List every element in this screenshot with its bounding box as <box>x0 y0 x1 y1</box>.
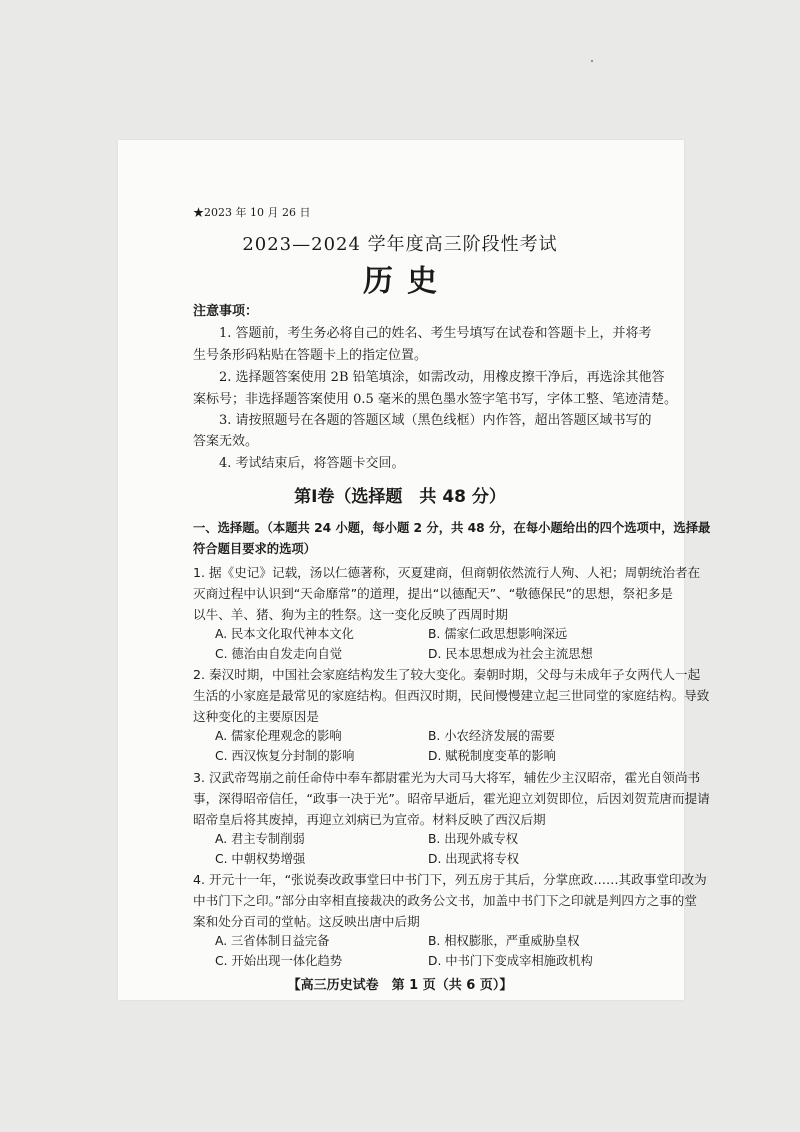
option-a: A. 民本文化取代神本文化 <box>215 627 354 641</box>
part-intro-line: 符合题目要求的选项） <box>193 542 316 556</box>
notice-line: 案标号；非选择题答案使用 0.5 毫米的黑色墨水签字笔书写，字体工整、笔迹清楚。 <box>193 392 677 407</box>
question-1-stem: 灭商过程中认识到“天命靡常”的道理，提出“以德配天”、“敬德保民”的思想，祭祀多是 <box>193 586 673 601</box>
option-b: B. 相权膨胀，严重威胁皇权 <box>428 934 580 948</box>
part-intro-line: 一、选择题。（本题共 24 小题，每小题 2 分，共 48 分，在每小题给出的四个选项中，选择最 <box>193 521 711 535</box>
section-title: 第Ⅰ卷（选择题 共 48 分） <box>294 487 506 507</box>
notice-line: 3. 请按照题号在各题的答题区域（黑色线框）内作答，超出答题区域书写的 <box>219 413 652 428</box>
option-d: D. 出现武将专权 <box>428 852 520 866</box>
notice-heading: 注意事项： <box>193 304 259 319</box>
option-a: A. 儒家伦理观念的影响 <box>215 729 342 743</box>
option-c: C. 德治由自发走向自觉 <box>215 647 343 661</box>
option-b: B. 小农经济发展的需要 <box>428 729 555 743</box>
notice-line: 1. 答题前，考生务必将自己的姓名、考生号填写在试卷和答题卡上，并将考 <box>219 326 652 341</box>
page-footer: 【高三历史试卷 第 1 页（共 6 页）】 <box>287 978 513 993</box>
exam-date: ★2023 年 10 月 26 日 <box>193 206 311 219</box>
question-2-stem: 生活的小家庭是最常见的家庭结构。但西汉时期，民间慢慢建立起三世同堂的家庭结构。导致 <box>193 688 710 703</box>
option-b: B. 出现外戚专权 <box>428 832 519 846</box>
question-3-stem: 事，深得昭帝信任，“政事一决于光”。昭帝早逝后，霍光迎立刘贺即位，后因刘贺荒唐而提请 <box>193 791 710 806</box>
notice-line: 2. 选择题答案使用 2B 铅笔填涂，如需改动，用橡皮擦干净后，再选涂其他答 <box>219 370 665 385</box>
speck-mark <box>591 60 593 62</box>
question-4-stem: 4. 开元十一年，“张说奏改政事堂曰中书门下，列五房于其后，分掌庶政……其政事堂印改为 <box>193 872 707 887</box>
question-2-stem: 2. 秦汉时期，中国社会家庭结构发生了较大变化。秦朝时期，父母与未成年子女两代人一起 <box>193 667 701 682</box>
question-1-stem: 以牛、羊、猪、狗为主的牲祭。这一变化反映了西周时期 <box>193 607 508 622</box>
option-c: C. 中朝权势增强 <box>215 852 306 866</box>
option-d: D. 民本思想成为社会主流思想 <box>428 647 593 661</box>
question-2-stem: 这种变化的主要原因是 <box>193 709 319 724</box>
option-d: D. 赋税制度变革的影响 <box>428 749 556 763</box>
question-4-stem: 案和处分百司的堂帖。这反映出唐中后期 <box>193 914 420 929</box>
option-b: B. 儒家仁政思想影响深远 <box>428 627 568 641</box>
subject-title: 历史 <box>363 264 451 299</box>
question-4-stem: 中书门下之印。”部分由宰相直接裁决的政务公文书，加盖中书门下之印就是判四方之事的堂 <box>193 893 697 908</box>
option-d: D. 中书门下变成宰相施政机构 <box>428 954 593 968</box>
exam-title: 2023—2024 学年度高三阶段性考试 <box>242 234 558 255</box>
question-1-stem: 1. 据《史记》记载，汤以仁德著称，灭夏建商，但商朝依然流行人殉、人祀；周朝统治者在 <box>193 565 701 580</box>
notice-line: 答案无效。 <box>193 434 259 449</box>
question-3-stem: 3. 汉武帝驾崩之前任命侍中奉车都尉霍光为大司马大将军，辅佐少主汉昭帝，霍光自领尚书 <box>193 770 701 785</box>
option-c: C. 西汉恢复分封制的影响 <box>215 749 355 763</box>
notice-line: 生号条形码粘贴在答题卡上的指定位置。 <box>193 348 428 363</box>
option-a: A. 三省体制日益完备 <box>215 934 330 948</box>
option-c: C. 开始出现一体化趋势 <box>215 954 343 968</box>
question-3-stem: 昭帝皇后将其废掉，再迎立刘病已为宣帝。材料反映了西汉后期 <box>193 812 546 827</box>
option-a: A. 君主专制削弱 <box>215 832 305 846</box>
notice-line: 4. 考试结束后，将答题卡交回。 <box>219 456 405 471</box>
